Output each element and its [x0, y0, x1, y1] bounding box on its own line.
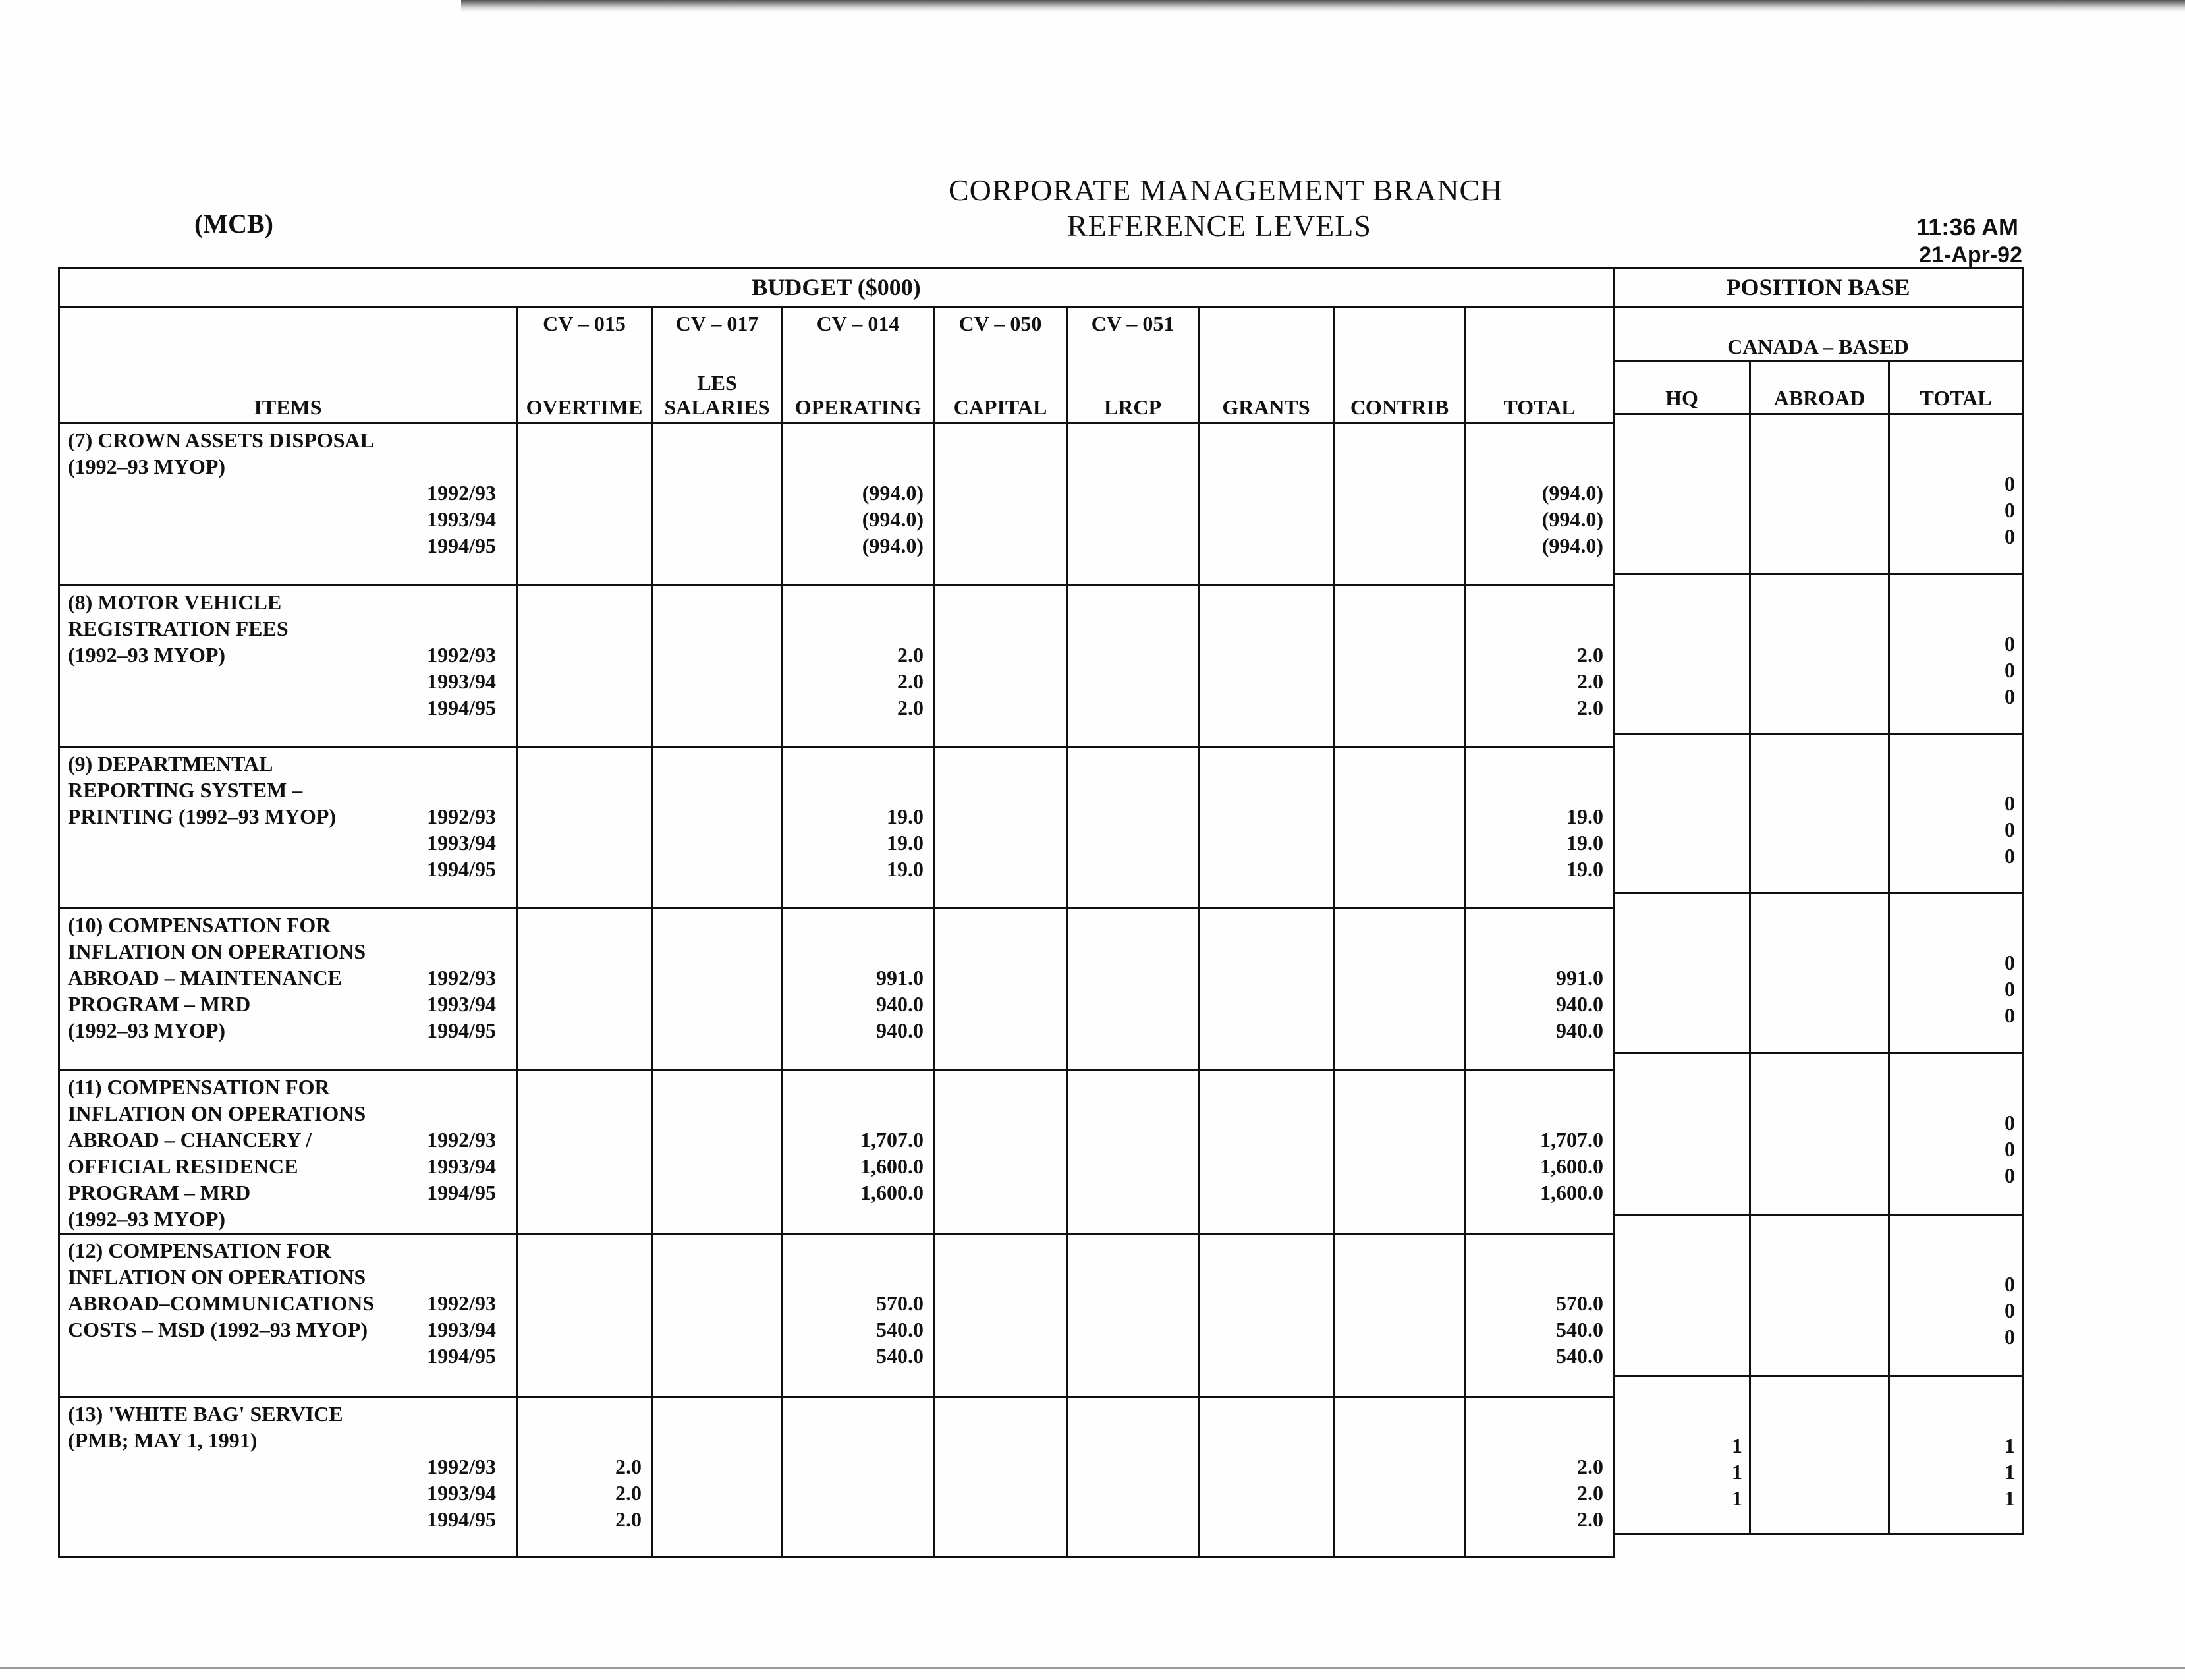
overtime-cell — [517, 909, 652, 1071]
total-value: 540.0 — [1556, 1318, 1604, 1341]
operating-value — [783, 1453, 924, 1480]
operating-value: 1,600.0 — [860, 1154, 924, 1178]
total-value: 2.0 — [1577, 1507, 1604, 1531]
print-date: 21-Apr-92 — [1919, 242, 2022, 267]
abroad-cell — [1750, 414, 1889, 574]
item-description: (12) COMPENSATION FOR INFLATION ON OPERATIONS ABROAD–COMMUNICATIONS COSTS – MSD (1992–93 MYOP) — [68, 1239, 375, 1341]
fiscal-years — [427, 1127, 496, 1206]
pos_total-value: 1 — [2005, 1486, 2015, 1510]
hq-value — [1615, 790, 1742, 816]
column-name: CAPITAL — [934, 346, 1067, 424]
overtime-value — [518, 1017, 642, 1044]
overtime-value: 2.0 — [615, 1455, 642, 1478]
empty-cell — [1199, 1397, 1334, 1557]
column-code — [1199, 307, 1334, 347]
overtime-cell — [517, 1234, 652, 1397]
operating-value: 19.0 — [887, 857, 924, 881]
pos_total-value: 0 — [2005, 1163, 2015, 1187]
column-name: OVERTIME — [517, 346, 652, 424]
column-name: GRANTS — [1199, 346, 1334, 424]
position-column-header: HQ — [1614, 362, 1750, 414]
overtime-value — [518, 642, 642, 668]
operating-value: 1,707.0 — [860, 1128, 924, 1152]
budget-section-row — [59, 586, 1614, 747]
pos_total-cell — [1889, 574, 2023, 734]
pos_total-value: 0 — [2005, 977, 2015, 1001]
hq-value — [1615, 1271, 1742, 1297]
empty-cell — [1334, 1397, 1466, 1557]
column-code — [1466, 307, 1614, 347]
fiscal-year: 1992/93 — [427, 643, 496, 667]
overtime-value — [518, 694, 642, 721]
hq-cell — [1614, 734, 1750, 893]
overtime-value — [518, 1316, 642, 1343]
operating-value: 991.0 — [876, 966, 924, 990]
budget-body — [59, 424, 1614, 1557]
item-description: (7) CROWN ASSETS DISPOSAL (1992–93 MYOP) — [68, 428, 374, 478]
empty-cell — [652, 1397, 783, 1557]
abroad-cell — [1750, 1215, 1889, 1376]
hq-value — [1615, 1297, 1742, 1324]
fiscal-year: 1993/94 — [427, 669, 496, 693]
overtime-cell — [517, 424, 652, 586]
position-column-header: ABROAD — [1750, 362, 1889, 414]
item-cell — [59, 424, 517, 586]
operating-value: 940.0 — [876, 1019, 924, 1042]
empty-cell — [1199, 747, 1334, 909]
abroad-cell — [1750, 574, 1889, 734]
item-cell — [59, 909, 517, 1071]
empty-cell — [1067, 1234, 1199, 1397]
pos_total-value: 0 — [2005, 1003, 2015, 1027]
item-cell — [59, 1071, 517, 1234]
pos_total-cell — [1889, 734, 2023, 893]
hq-cell — [1614, 414, 1750, 574]
empty-cell — [1199, 909, 1334, 1071]
hq-value — [1615, 523, 1742, 549]
total-value: 570.0 — [1556, 1291, 1604, 1315]
budget-section-row — [59, 909, 1614, 1071]
canada-based-header: CANADA – BASED — [1614, 307, 2023, 362]
total-cell — [1466, 586, 1614, 747]
pos_total-value: 0 — [2005, 498, 2015, 522]
overtime-value — [518, 668, 642, 694]
hq-value — [1615, 1324, 1742, 1350]
empty-cell — [1067, 747, 1199, 909]
hq-cell — [1614, 574, 1750, 734]
pos_total-value: 0 — [2005, 1272, 2015, 1296]
position-base-table — [1613, 267, 2024, 1535]
column-code-row — [59, 307, 1614, 347]
empty-cell — [1199, 1071, 1334, 1234]
total-value: 2.0 — [1577, 696, 1604, 719]
total-value: 2.0 — [1577, 1455, 1604, 1478]
empty-cell — [1199, 586, 1334, 747]
operating-cell — [783, 1234, 934, 1397]
operating-value: (994.0) — [862, 534, 924, 557]
operating-value: 19.0 — [887, 804, 924, 828]
overtime-value — [518, 1179, 642, 1206]
column-name: OPERATING — [783, 346, 934, 424]
fiscal-year: 1992/93 — [427, 1291, 496, 1315]
budget-section-row — [59, 1397, 1614, 1557]
budget-section-row — [59, 1071, 1614, 1234]
total-value: 1,600.0 — [1540, 1154, 1604, 1178]
pos_total-cell — [1889, 1376, 2023, 1534]
fiscal-years — [427, 965, 496, 1044]
item-description: (8) MOTOR VEHICLE REGISTRATION FEES (1992–93 MYOP) — [68, 590, 289, 667]
empty-cell — [1334, 1234, 1466, 1397]
total-value: (994.0) — [1541, 534, 1604, 557]
hq-value — [1615, 816, 1742, 843]
operating-cell — [783, 909, 934, 1071]
total-value: 940.0 — [1556, 1019, 1604, 1042]
hq-value — [1615, 1162, 1742, 1189]
item-cell — [59, 1397, 517, 1557]
overtime-value — [518, 829, 642, 856]
total-cell — [1466, 1071, 1614, 1234]
total-value: 19.0 — [1566, 857, 1604, 881]
budget-section-row — [59, 424, 1614, 586]
overtime-cell — [517, 1071, 652, 1234]
empty-cell — [1067, 424, 1199, 586]
empty-cell — [1067, 586, 1199, 747]
fiscal-years — [427, 1453, 496, 1532]
document-subtitle: REFERENCE LEVELS — [1067, 209, 1371, 242]
total-cell — [1466, 909, 1614, 1071]
pos_total-value: 0 — [2005, 791, 2015, 815]
overtime-value — [518, 480, 642, 506]
abroad-cell — [1750, 1376, 1889, 1534]
column-name: LES SALARIES — [652, 346, 783, 424]
item-description: (13) 'WHITE BAG' SERVICE (PMB; MAY 1, 1991) — [68, 1402, 343, 1452]
overtime-value — [518, 532, 642, 559]
fiscal-year: 1992/93 — [427, 966, 496, 990]
total-value: 2.0 — [1577, 643, 1604, 667]
pos_total-value: 1 — [2005, 1434, 2015, 1457]
empty-cell — [934, 586, 1067, 747]
total-value: 2.0 — [1577, 669, 1604, 693]
hq-cell — [1614, 1053, 1750, 1215]
hq-value: 1 — [1732, 1460, 1742, 1484]
fiscal-year: 1994/95 — [427, 1181, 496, 1204]
position-group-header: POSITION BASE — [1614, 268, 2023, 307]
item-cell — [59, 747, 517, 909]
overtime-value — [518, 991, 642, 1017]
empty-cell — [1067, 909, 1199, 1071]
fiscal-year: 1994/95 — [427, 696, 496, 719]
fiscal-year: 1992/93 — [427, 804, 496, 828]
total-value: 1,600.0 — [1540, 1181, 1604, 1204]
position-section-row — [1614, 414, 2023, 574]
operating-value: (994.0) — [862, 507, 924, 531]
empty-cell — [934, 424, 1067, 586]
fiscal-year: 1993/94 — [427, 831, 496, 854]
empty-cell — [652, 1234, 783, 1397]
pos_total-cell — [1889, 1215, 2023, 1376]
fiscal-year: 1992/93 — [427, 481, 496, 505]
operating-cell — [783, 747, 934, 909]
overtime-value — [518, 506, 642, 532]
hq-cell — [1614, 893, 1750, 1053]
hq-value: 1 — [1732, 1486, 1742, 1510]
hq-value — [1615, 949, 1742, 976]
column-code: CV – 014 — [783, 307, 934, 347]
empty-cell — [652, 747, 783, 909]
hq-cell — [1614, 1215, 1750, 1376]
overtime-value: 2.0 — [615, 1481, 642, 1505]
item-cell — [59, 586, 517, 747]
branch-code: (MCB) — [194, 209, 273, 238]
operating-value — [783, 1480, 924, 1506]
hq-value — [1615, 470, 1742, 497]
fiscal-year: 1994/95 — [427, 1019, 496, 1042]
operating-value: 2.0 — [897, 643, 924, 667]
column-code: CV – 051 — [1067, 307, 1199, 347]
fiscal-years — [427, 803, 496, 882]
overtime-value — [518, 1343, 642, 1369]
hq-value — [1615, 497, 1742, 523]
item-description: (9) DEPARTMENTAL REPORTING SYSTEM – PRINTING (1992–93 MYOP) — [68, 752, 337, 828]
hq-value — [1615, 683, 1742, 710]
operating-value: 2.0 — [897, 696, 924, 719]
fiscal-year: 1994/95 — [427, 857, 496, 881]
operating-value: 540.0 — [876, 1318, 924, 1341]
scan-edge-bottom — [0, 1667, 2185, 1669]
hq-value — [1615, 1136, 1742, 1162]
pos_total-value: 0 — [2005, 1137, 2015, 1161]
overtime-value — [518, 965, 642, 991]
column-code — [1334, 307, 1466, 347]
position-section-row — [1614, 734, 2023, 893]
position-section-row — [1614, 574, 2023, 734]
pos_total-value: 0 — [2005, 524, 2015, 548]
item-description: (11) COMPENSATION FOR INFLATION ON OPERATIONS ABROAD – CHANCERY / OFFICIAL RESIDENCE PROGRAM – MRD (1992–93 MYOP) — [68, 1075, 366, 1231]
fiscal-years — [427, 1290, 496, 1369]
empty-cell — [652, 586, 783, 747]
total-value: (994.0) — [1541, 507, 1604, 531]
empty-cell — [1199, 1234, 1334, 1397]
fiscal-year: 1992/93 — [427, 1128, 496, 1152]
pos_total-cell — [1889, 1053, 2023, 1215]
pos_total-value: 0 — [2005, 685, 2015, 708]
column-code: CV – 050 — [934, 307, 1067, 347]
hq-cell — [1614, 1376, 1750, 1534]
empty-cell — [1067, 1397, 1199, 1557]
budget-group-header: BUDGET ($000) — [59, 268, 1614, 307]
overtime-value: 2.0 — [615, 1507, 642, 1531]
hq-value: 1 — [1732, 1434, 1742, 1457]
operating-value: 940.0 — [876, 992, 924, 1016]
total-value: 19.0 — [1566, 804, 1604, 828]
overtime-value — [518, 856, 642, 882]
pos_total-value: 0 — [2005, 1111, 2015, 1134]
operating-value: 540.0 — [876, 1344, 924, 1368]
print-time: 11:36 AM — [1916, 213, 2018, 240]
overtime-value — [518, 1153, 642, 1179]
empty-cell — [1334, 424, 1466, 586]
budget-section-row — [59, 747, 1614, 909]
column-name: CONTRIB — [1334, 346, 1466, 424]
fiscal-year: 1994/95 — [427, 1344, 496, 1368]
total-value: 2.0 — [1577, 1481, 1604, 1505]
fiscal-year: 1993/94 — [427, 1318, 496, 1341]
fiscal-year: 1992/93 — [427, 1455, 496, 1478]
hq-value — [1615, 1002, 1742, 1028]
item-description: (10) COMPENSATION FOR INFLATION ON OPERATIONS ABROAD – MAINTENANCE PROGRAM – MRD (1992–93 MYOP) — [68, 913, 366, 1042]
empty-cell — [934, 747, 1067, 909]
position-section-row — [1614, 1215, 2023, 1376]
abroad-cell — [1750, 1053, 1889, 1215]
overtime-cell — [517, 1397, 652, 1557]
fiscal-year: 1993/94 — [427, 992, 496, 1016]
overtime-cell — [517, 586, 652, 747]
column-name: LRCP — [1067, 346, 1199, 424]
pos_total-value: 0 — [2005, 951, 2015, 974]
pos_total-value: 0 — [2005, 472, 2015, 495]
total-value: 540.0 — [1556, 1344, 1604, 1368]
fiscal-years — [427, 480, 496, 559]
total-value: 1,707.0 — [1540, 1128, 1604, 1152]
operating-value — [783, 1506, 924, 1532]
empty-cell — [652, 424, 783, 586]
abroad-cell — [1750, 734, 1889, 893]
empty-cell — [1334, 586, 1466, 747]
hq-value — [1615, 1109, 1742, 1136]
empty-cell — [1334, 747, 1466, 909]
pos_total-value: 0 — [2005, 632, 2015, 656]
hq-value — [1615, 630, 1742, 657]
operating-value: 2.0 — [897, 669, 924, 693]
pos_total-value: 0 — [2005, 1325, 2015, 1349]
hq-value — [1615, 976, 1742, 1002]
fiscal-year: 1993/94 — [427, 1154, 496, 1178]
empty-cell — [934, 1234, 1067, 1397]
fiscal-year: 1994/95 — [427, 1507, 496, 1531]
hq-value — [1615, 843, 1742, 869]
position-column-header: TOTAL — [1889, 362, 2023, 414]
empty-cell — [934, 1397, 1067, 1557]
total-cell — [1466, 1397, 1614, 1557]
abroad-cell — [1750, 893, 1889, 1053]
item-cell — [59, 1234, 517, 1397]
operating-value: 1,600.0 — [860, 1181, 924, 1204]
total-cell — [1466, 424, 1614, 586]
budget-section-row — [59, 1234, 1614, 1397]
pos_total-value: 0 — [2005, 658, 2015, 682]
empty-cell — [1199, 424, 1334, 586]
pos_total-value: 1 — [2005, 1460, 2015, 1484]
position-section-row — [1614, 1053, 2023, 1215]
position-body — [1614, 414, 2023, 1534]
empty-cell — [652, 909, 783, 1071]
total-value: 19.0 — [1566, 831, 1604, 854]
empty-cell — [934, 909, 1067, 1071]
total-value: 940.0 — [1556, 992, 1604, 1016]
overtime-value — [518, 1127, 642, 1153]
scan-edge-top — [461, 0, 2185, 12]
overtime-cell — [517, 747, 652, 909]
pos_total-value: 0 — [2005, 844, 2015, 868]
fiscal-year: 1993/94 — [427, 507, 496, 531]
total-value: (994.0) — [1541, 481, 1604, 505]
empty-cell — [1067, 1071, 1199, 1234]
fiscal-years — [427, 642, 496, 721]
operating-cell — [783, 586, 934, 747]
operating-cell — [783, 1397, 934, 1557]
operating-value: (994.0) — [862, 481, 924, 505]
items-column-header: ITEMS — [59, 307, 517, 424]
total-value: 991.0 — [1556, 966, 1604, 990]
empty-cell — [1334, 909, 1466, 1071]
column-code: CV – 017 — [652, 307, 783, 347]
operating-value: 19.0 — [887, 831, 924, 854]
column-name: TOTAL — [1466, 346, 1614, 424]
empty-cell — [934, 1071, 1067, 1234]
hq-value — [1615, 657, 1742, 683]
column-code: CV – 015 — [517, 307, 652, 347]
position-section-row — [1614, 1376, 2023, 1534]
overtime-value — [518, 803, 642, 829]
fiscal-year: 1994/95 — [427, 534, 496, 557]
position-section-row — [1614, 893, 2023, 1053]
pos_total-cell — [1889, 414, 2023, 574]
position-column-row — [1614, 362, 2023, 414]
overtime-value — [518, 1290, 642, 1316]
fiscal-year: 1993/94 — [427, 1481, 496, 1505]
pos_total-value: 0 — [2005, 818, 2015, 841]
total-cell — [1466, 1234, 1614, 1397]
pos_total-value: 0 — [2005, 1299, 2015, 1322]
pos_total-cell — [1889, 893, 2023, 1053]
operating-cell — [783, 1071, 934, 1234]
empty-cell — [1334, 1071, 1466, 1234]
document-title: CORPORATE MANAGEMENT BRANCH — [949, 173, 1503, 207]
empty-cell — [652, 1071, 783, 1234]
operating-cell — [783, 424, 934, 586]
budget-table — [58, 267, 1615, 1558]
operating-value: 570.0 — [876, 1291, 924, 1315]
total-cell — [1466, 747, 1614, 909]
